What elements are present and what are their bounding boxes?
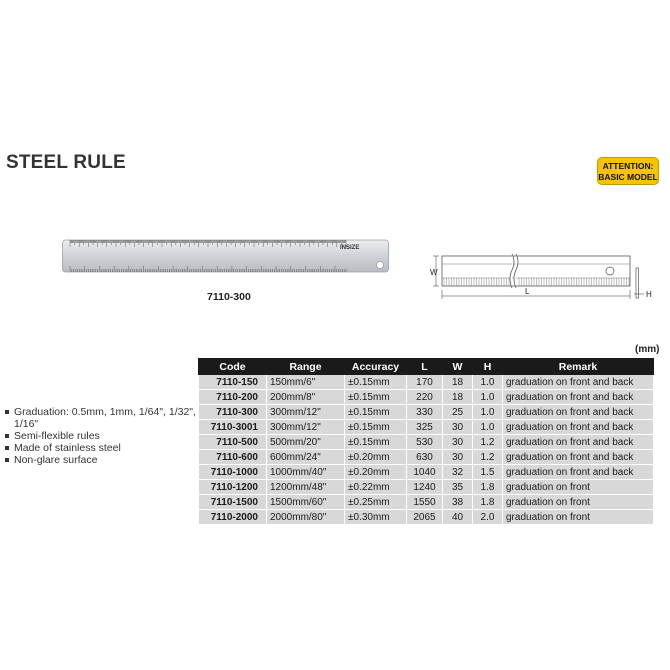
cell-w: 38 bbox=[443, 495, 473, 510]
cell-h: 1.8 bbox=[473, 495, 503, 510]
page-title: STEEL RULE bbox=[6, 152, 126, 173]
header-range: Range bbox=[267, 359, 345, 375]
table-row bbox=[199, 465, 654, 480]
cell-code: 7110-300 bbox=[199, 405, 267, 420]
cell-range: 1500mm/60" bbox=[267, 495, 345, 510]
cell-h: 1.5 bbox=[473, 465, 503, 480]
cell-h: 1.0 bbox=[473, 390, 503, 405]
cell-h: 1.0 bbox=[473, 420, 503, 435]
cell-accuracy: ±0.15mm bbox=[345, 390, 407, 405]
cell-remark: graduation on front and back bbox=[503, 420, 654, 435]
brand-logo: INSIZE bbox=[340, 245, 360, 251]
cell-h: 1.2 bbox=[473, 435, 503, 450]
dimension-diagram bbox=[430, 250, 660, 305]
w-dimension-label: W bbox=[430, 268, 438, 277]
cell-accuracy: ±0.15mm bbox=[345, 405, 407, 420]
spec-table bbox=[198, 358, 654, 525]
cell-accuracy: ±0.20mm bbox=[345, 465, 407, 480]
feature-item: Made of stainless steel bbox=[4, 442, 199, 454]
cell-range: 2000mm/80" bbox=[267, 510, 345, 525]
cell-l: 330 bbox=[407, 405, 443, 420]
cell-code: 7110-2000 bbox=[199, 510, 267, 525]
cell-range: 300mm/12" bbox=[267, 405, 345, 420]
cell-range: 500mm/20" bbox=[267, 435, 345, 450]
cell-range: 600mm/24" bbox=[267, 450, 345, 465]
cell-accuracy: ±0.15mm bbox=[345, 420, 407, 435]
cell-range: 200mm/8" bbox=[267, 390, 345, 405]
cell-remark: graduation on front bbox=[503, 510, 654, 525]
cell-remark: graduation on front and back bbox=[503, 405, 654, 420]
cell-code: 7110-200 bbox=[199, 390, 267, 405]
cell-accuracy: ±0.22mm bbox=[345, 480, 407, 495]
cell-w: 30 bbox=[443, 435, 473, 450]
header-l: L bbox=[407, 359, 443, 375]
table-row bbox=[199, 480, 654, 495]
cell-remark: graduation on front and back bbox=[503, 390, 654, 405]
cell-accuracy: ±0.20mm bbox=[345, 450, 407, 465]
cell-w: 18 bbox=[443, 390, 473, 405]
cell-l: 325 bbox=[407, 420, 443, 435]
header-w: W bbox=[443, 359, 473, 375]
cell-range: 300mm/12" bbox=[267, 420, 345, 435]
photo-model-label: 7110-300 bbox=[207, 291, 251, 303]
cell-code: 7110-1200 bbox=[199, 480, 267, 495]
cell-code: 7110-1500 bbox=[199, 495, 267, 510]
cell-accuracy: ±0.25mm bbox=[345, 495, 407, 510]
table-row bbox=[199, 435, 654, 450]
steel-rule-photo bbox=[62, 238, 392, 278]
cell-code: 7110-150 bbox=[199, 375, 267, 390]
cell-l: 1550 bbox=[407, 495, 443, 510]
feature-item: Graduation: 0.5mm, 1mm, 1/64", 1/32", 1/16" bbox=[4, 406, 199, 430]
cell-w: 18 bbox=[443, 375, 473, 390]
cell-h: 2.0 bbox=[473, 510, 503, 525]
cell-h: 1.0 bbox=[473, 375, 503, 390]
cell-l: 170 bbox=[407, 375, 443, 390]
cell-h: 1.0 bbox=[473, 405, 503, 420]
cell-l: 220 bbox=[407, 390, 443, 405]
cell-remark: graduation on front and back bbox=[503, 465, 654, 480]
table-row bbox=[199, 450, 654, 465]
table-row bbox=[199, 390, 654, 405]
cell-l: 2065 bbox=[407, 510, 443, 525]
table-row bbox=[199, 510, 654, 525]
header-accuracy: Accuracy bbox=[345, 359, 407, 375]
header-h: H bbox=[473, 359, 503, 375]
cell-h: 1.8 bbox=[473, 480, 503, 495]
cell-l: 1240 bbox=[407, 480, 443, 495]
cell-remark: graduation on front and back bbox=[503, 375, 654, 390]
cell-w: 30 bbox=[443, 420, 473, 435]
attention-badge bbox=[597, 157, 659, 185]
table-row bbox=[199, 405, 654, 420]
cell-l: 530 bbox=[407, 435, 443, 450]
cell-w: 35 bbox=[443, 480, 473, 495]
l-dimension-label: L bbox=[525, 287, 530, 296]
table-header-row bbox=[199, 359, 654, 375]
cell-remark: graduation on front bbox=[503, 495, 654, 510]
header-remark: Remark bbox=[503, 359, 654, 375]
cell-remark: graduation on front bbox=[503, 480, 654, 495]
cell-code: 7110-3001 bbox=[199, 420, 267, 435]
cell-w: 40 bbox=[443, 510, 473, 525]
unit-label: (mm) bbox=[635, 344, 660, 355]
cell-remark: graduation on front and back bbox=[503, 450, 654, 465]
cell-w: 30 bbox=[443, 450, 473, 465]
cell-accuracy: ±0.30mm bbox=[345, 510, 407, 525]
cell-code: 7110-1000 bbox=[199, 465, 267, 480]
feature-list bbox=[4, 406, 199, 466]
cell-h: 1.2 bbox=[473, 450, 503, 465]
table-row bbox=[199, 495, 654, 510]
cell-range: 150mm/6" bbox=[267, 375, 345, 390]
cell-range: 1000mm/40" bbox=[267, 465, 345, 480]
table-row bbox=[199, 375, 654, 390]
attention-badge-line2: BASIC MODEL bbox=[598, 172, 658, 182]
attention-badge-line1: ATTENTION: bbox=[602, 161, 654, 171]
header-code: Code bbox=[199, 359, 267, 375]
cell-remark: graduation on front and back bbox=[503, 435, 654, 450]
h-dimension-label: H bbox=[646, 290, 652, 299]
cell-l: 1040 bbox=[407, 465, 443, 480]
cell-l: 630 bbox=[407, 450, 443, 465]
cell-code: 7110-600 bbox=[199, 450, 267, 465]
cell-accuracy: ±0.15mm bbox=[345, 435, 407, 450]
cell-w: 32 bbox=[443, 465, 473, 480]
feature-item: Non-glare surface bbox=[4, 454, 199, 466]
table-row bbox=[199, 420, 654, 435]
feature-item: Semi-flexible rules bbox=[4, 430, 199, 442]
cell-code: 7110-500 bbox=[199, 435, 267, 450]
cell-accuracy: ±0.15mm bbox=[345, 375, 407, 390]
cell-range: 1200mm/48" bbox=[267, 480, 345, 495]
cell-w: 25 bbox=[443, 405, 473, 420]
